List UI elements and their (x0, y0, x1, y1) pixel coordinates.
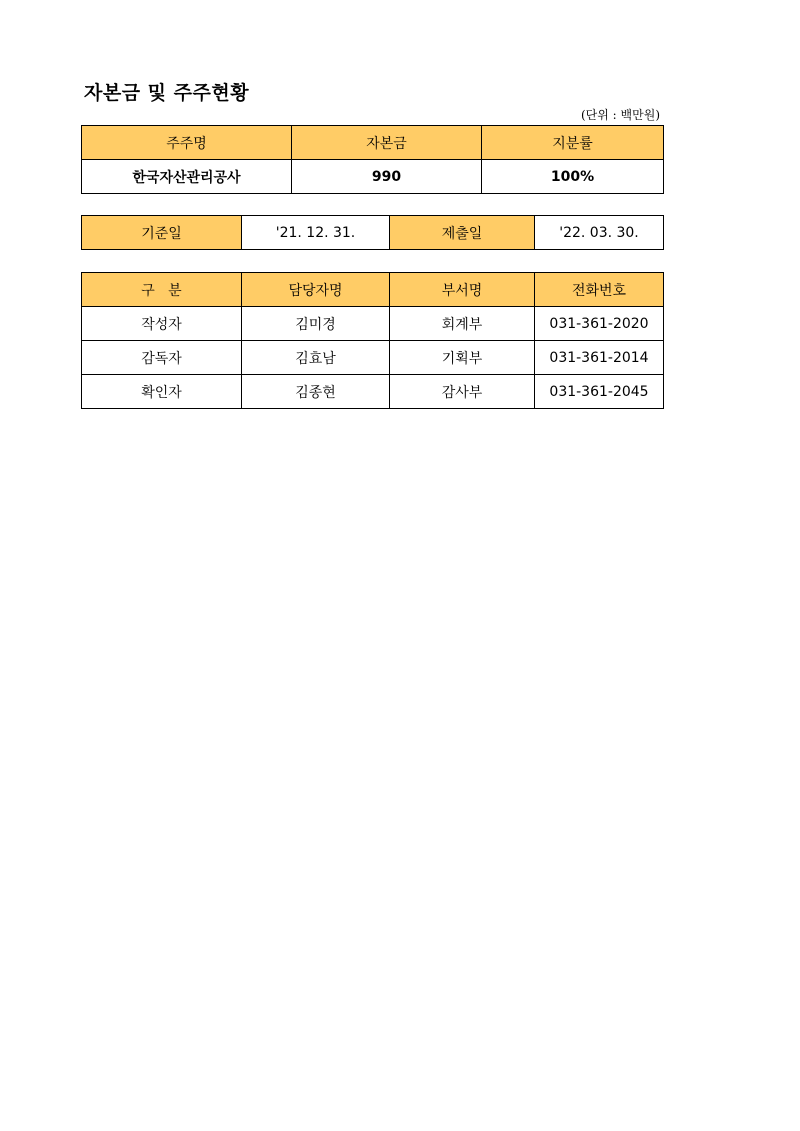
cell-department: 감사부 (390, 375, 535, 409)
cell-share-ratio: 100% (482, 160, 664, 194)
header-category: 구 분 (82, 273, 242, 307)
header-capital: 자본금 (292, 126, 482, 160)
page-title: 자본금 및 주주현황 (84, 82, 250, 104)
cell-category: 확인자 (82, 375, 242, 409)
cell-capital: 990 (292, 160, 482, 194)
cell-department: 회계부 (390, 307, 535, 341)
cell-phone: 031-361-2045 (535, 375, 664, 409)
table-row (82, 307, 664, 341)
cell-shareholder-name: 한국자산관리공사 (82, 160, 292, 194)
table-row (82, 160, 664, 194)
table-header-row (82, 273, 664, 307)
cell-person-name: 김효남 (242, 341, 390, 375)
unit-note: (단위 : 백만원) (581, 108, 660, 122)
header-department: 부서명 (390, 273, 535, 307)
header-person-name: 담당자명 (242, 273, 390, 307)
submit-date-value: '22. 03. 30. (535, 216, 664, 250)
cell-person-name: 김종현 (242, 375, 390, 409)
dates-table (81, 215, 664, 250)
base-date-label: 기준일 (82, 216, 242, 250)
cell-phone: 031-361-2020 (535, 307, 664, 341)
table-row (82, 375, 664, 409)
cell-phone: 031-361-2014 (535, 341, 664, 375)
table-row (82, 216, 664, 250)
shareholder-table (81, 125, 664, 194)
table-header-row (82, 126, 664, 160)
cell-category: 감독자 (82, 341, 242, 375)
base-date-value: '21. 12. 31. (242, 216, 390, 250)
cell-person-name: 김미경 (242, 307, 390, 341)
contacts-table (81, 272, 664, 409)
submit-date-label: 제출일 (390, 216, 535, 250)
cell-department: 기획부 (390, 341, 535, 375)
header-shareholder-name: 주주명 (82, 126, 292, 160)
table-row (82, 341, 664, 375)
header-share-ratio: 지분률 (482, 126, 664, 160)
header-phone: 전화번호 (535, 273, 664, 307)
cell-category: 작성자 (82, 307, 242, 341)
